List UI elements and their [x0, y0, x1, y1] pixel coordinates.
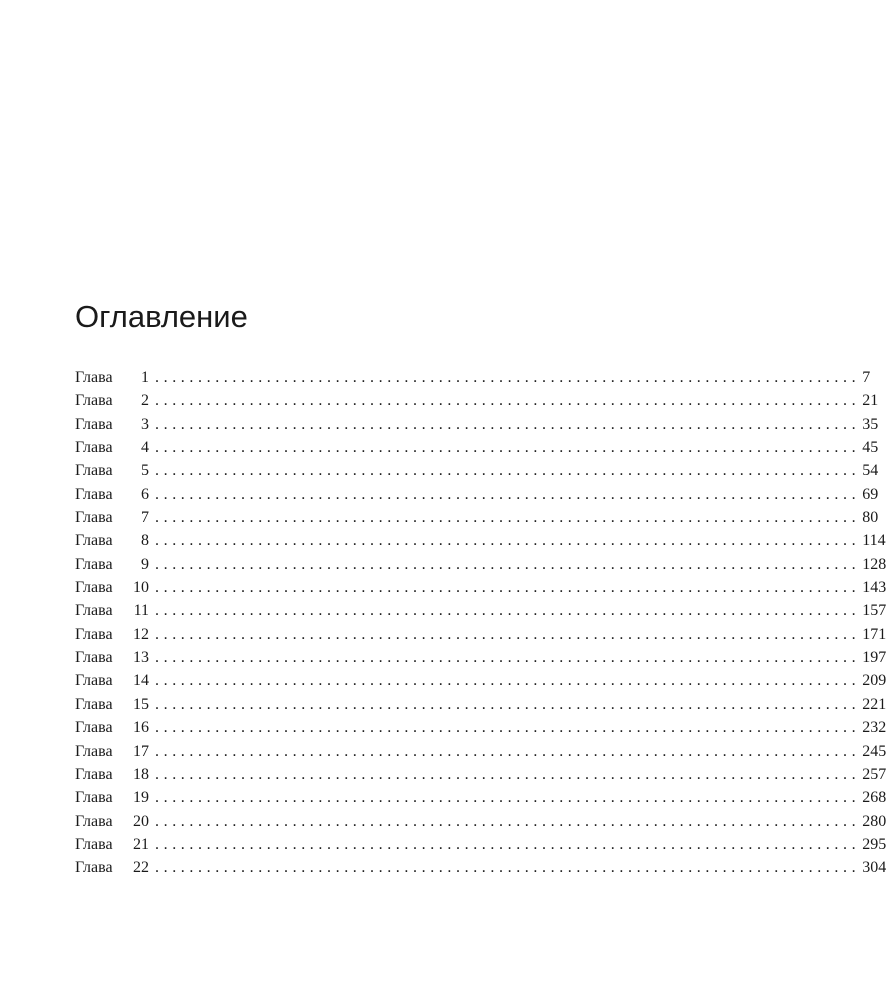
toc-entry[interactable] — [75, 859, 886, 882]
toc-entry-prefix: Глава — [75, 439, 113, 457]
toc-entry[interactable] — [75, 812, 886, 836]
toc-dot-leader: .................................................................................. — [155, 859, 861, 877]
toc-entry-prefix: Глава — [75, 835, 113, 853]
toc-entry-prefix: Глава — [75, 672, 113, 690]
toc-entry-prefix: Глава — [75, 555, 113, 573]
toc-entry-label — [75, 369, 149, 387]
toc-dot-leader: .................................................................................. — [155, 765, 861, 783]
toc-entry-label — [75, 556, 149, 574]
toc-dot-leader: .................................................................................. — [155, 602, 861, 620]
toc-entry-label — [75, 392, 149, 410]
toc-entry[interactable] — [75, 789, 886, 812]
toc-dot-leader: .................................................................................. — [155, 555, 861, 573]
toc-entry-prefix: Глава — [75, 765, 113, 783]
toc-dot-leader: .................................................................................. — [155, 719, 861, 737]
toc-entry-number: 11 — [133, 602, 149, 620]
toc-entry-page-number: 21 — [862, 392, 879, 410]
toc-entry-number: 14 — [133, 672, 149, 690]
toc-entry-label — [75, 696, 149, 714]
toc-entry[interactable] — [75, 392, 879, 415]
toc-entry-number: 2 — [141, 392, 149, 410]
toc-entry-label — [75, 416, 149, 434]
toc-entry-number: 7 — [141, 509, 149, 527]
toc-entry-page-number: 257 — [862, 765, 886, 783]
toc-entry-page-number: 143 — [862, 579, 886, 597]
toc-dot-leader: .................................................................................. — [155, 439, 861, 457]
toc-entry-label — [75, 719, 149, 737]
toc-entry[interactable] — [75, 602, 886, 625]
toc-dot-leader: .................................................................................. — [155, 812, 861, 830]
toc-entry-prefix: Глава — [75, 789, 113, 807]
toc-entry[interactable] — [75, 509, 879, 532]
toc-entry-page-number: 171 — [862, 625, 886, 643]
toc-dot-leader: .................................................................................. — [155, 835, 861, 853]
toc-entry-prefix: Глава — [75, 602, 113, 620]
toc-entry-number: 5 — [141, 462, 149, 480]
toc-dot-leader: .................................................................................. — [155, 392, 861, 410]
toc-entry-label — [75, 672, 149, 690]
table-of-contents — [75, 369, 886, 883]
toc-entry[interactable] — [75, 649, 886, 672]
toc-entry-prefix: Глава — [75, 695, 113, 713]
toc-entry[interactable] — [75, 439, 879, 462]
toc-entry[interactable] — [75, 532, 886, 555]
toc-entry-label — [75, 532, 149, 550]
toc-entry-page-number: 114 — [862, 532, 886, 550]
toc-dot-leader: .................................................................................. — [155, 579, 861, 597]
toc-entry-label — [75, 626, 149, 644]
toc-entry-number: 4 — [141, 439, 149, 457]
toc-entry-number: 12 — [133, 625, 149, 643]
toc-entry-number: 13 — [133, 649, 149, 667]
toc-entry-label — [75, 509, 149, 527]
toc-entry-number: 18 — [133, 765, 149, 783]
toc-entry-label — [75, 766, 149, 784]
toc-entry-number: 1 — [141, 369, 149, 386]
toc-entry-number: 3 — [141, 415, 149, 433]
toc-entry-label — [75, 649, 149, 667]
toc-entry-page-number: 157 — [862, 602, 886, 620]
toc-entry-prefix: Глава — [75, 859, 113, 877]
toc-entry-number: 22 — [133, 859, 149, 877]
toc-entry-page-number: 7 — [862, 369, 871, 386]
toc-dot-leader: .................................................................................. — [155, 485, 861, 503]
toc-entry-number: 16 — [133, 719, 149, 737]
toc-entry-prefix: Глава — [75, 742, 113, 760]
toc-entry-page-number: 128 — [862, 555, 886, 573]
toc-dot-leader: .................................................................................. — [155, 695, 861, 713]
page-title: Оглавление — [75, 299, 248, 334]
toc-entry-label — [75, 743, 149, 761]
toc-entry[interactable] — [75, 415, 879, 439]
toc-entry-prefix: Глава — [75, 719, 113, 737]
toc-entry-page-number: 280 — [862, 812, 886, 830]
toc-entry-prefix: Глава — [75, 579, 113, 597]
toc-entry-prefix: Глава — [75, 485, 113, 503]
toc-entry[interactable] — [75, 719, 886, 742]
toc-entry[interactable] — [75, 462, 879, 485]
toc-entry-number: 6 — [141, 485, 149, 503]
toc-entry-number: 19 — [133, 789, 149, 807]
toc-entry-page-number: 268 — [862, 789, 886, 807]
toc-entry-label — [75, 439, 149, 457]
toc-entry-label — [75, 602, 149, 620]
toc-entry-label — [75, 486, 149, 504]
toc-entry[interactable] — [75, 579, 886, 602]
toc-entry-page-number: 80 — [862, 509, 879, 527]
toc-entry-prefix: Глава — [75, 415, 113, 433]
toc-entry-page-number: 304 — [862, 859, 886, 877]
toc-entry-label — [75, 813, 149, 831]
toc-entry-number: 21 — [133, 835, 149, 853]
toc-entry-page-number: 54 — [862, 462, 879, 480]
toc-entry-number: 9 — [141, 555, 149, 573]
toc-entry-prefix: Глава — [75, 625, 113, 643]
toc-entry[interactable] — [75, 835, 886, 859]
toc-entry-page-number: 69 — [862, 485, 879, 503]
toc-entry-page-number: 197 — [862, 649, 886, 667]
toc-entry[interactable] — [75, 625, 886, 649]
toc-entry-prefix: Глава — [75, 462, 113, 480]
toc-dot-leader: .................................................................................. — [155, 672, 861, 690]
toc-entry-prefix: Глава — [75, 532, 113, 550]
toc-entry-label — [75, 579, 149, 597]
toc-dot-leader: .................................................................................. — [155, 509, 861, 527]
toc-entry-prefix: Глава — [75, 509, 113, 527]
toc-dot-leader: .................................................................................. — [155, 369, 861, 386]
toc-entry-page-number: 295 — [862, 835, 886, 853]
toc-entry-prefix: Глава — [75, 649, 113, 667]
toc-entry-page-number: 221 — [862, 695, 886, 713]
toc-entry[interactable] — [75, 485, 879, 509]
toc-dot-leader: .................................................................................. — [155, 742, 861, 760]
toc-entry-page-number: 209 — [862, 672, 886, 690]
toc-dot-leader: .................................................................................. — [155, 649, 861, 667]
toc-entry-number: 20 — [133, 812, 149, 830]
toc-entry-number: 17 — [133, 742, 149, 760]
toc-entry[interactable] — [75, 672, 886, 695]
toc-entry-page-number: 245 — [862, 742, 886, 760]
toc-entry[interactable] — [75, 555, 886, 579]
toc-entry-page-number: 232 — [862, 719, 886, 737]
toc-entry[interactable] — [75, 742, 886, 766]
toc-entry-label — [75, 789, 149, 807]
toc-entry[interactable] — [75, 369, 871, 392]
toc-entry[interactable] — [75, 765, 886, 789]
toc-dot-leader: .................................................................................. — [155, 625, 861, 643]
toc-entry-label — [75, 859, 149, 877]
toc-entry-page-number: 35 — [862, 415, 879, 433]
toc-entry[interactable] — [75, 695, 886, 719]
toc-entry-prefix: Глава — [75, 369, 113, 386]
toc-dot-leader: .................................................................................. — [155, 532, 861, 550]
toc-entry-label — [75, 462, 149, 480]
toc-entry-number: 8 — [141, 532, 149, 550]
toc-entry-number: 15 — [133, 695, 149, 713]
toc-entry-prefix: Глава — [75, 812, 113, 830]
toc-entry-prefix: Глава — [75, 392, 113, 410]
toc-dot-leader: .................................................................................. — [155, 789, 861, 807]
toc-entry-number: 10 — [133, 579, 149, 597]
toc-entry-label — [75, 836, 149, 854]
toc-dot-leader: .................................................................................. — [155, 415, 861, 433]
toc-dot-leader: .................................................................................. — [155, 462, 861, 480]
toc-entry-page-number: 45 — [862, 439, 879, 457]
